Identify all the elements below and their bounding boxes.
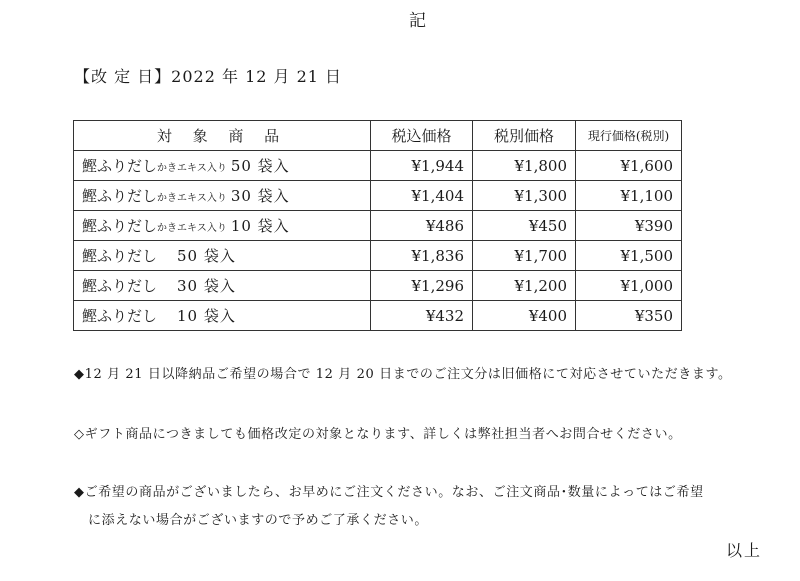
product-quantity: 10 袋入 [177, 307, 236, 325]
tax-excluded-price: ¥400 [473, 301, 576, 331]
document-heading: 記 [409, 11, 427, 31]
note-gift-products: ◇ギフト商品につきましても価格改定の対象となります、詳しくは弊社担当者へお問合せください。 [74, 427, 682, 442]
tax-excluded-price: ¥1,300 [473, 181, 576, 211]
product-cell [74, 211, 371, 241]
product-quantity: 50 袋入 [230, 157, 290, 175]
product-cell [74, 181, 371, 211]
tax-included-price: ¥1,404 [371, 181, 473, 211]
current-price: ¥1,600 [576, 151, 682, 181]
revision-date: 【改 定 日】2022 年 12 月 21 日 [74, 67, 343, 86]
note-old-price-deadline: ◆12 月 21 日以降納品ご希望の場合で 12 月 20 日までのご注文分は旧価格にて対応させていただきます。 [74, 367, 732, 382]
tax-included-price: ¥1,836 [371, 241, 473, 271]
product-quantity: 10 袋入 [230, 217, 290, 235]
price-table [73, 120, 682, 331]
table-row [74, 151, 682, 181]
tax-included-price: ¥1,944 [371, 151, 473, 181]
table-row [74, 271, 682, 301]
note-order-early: ◆ご希望の商品がございましたら、お早めにご注文ください。なお、ご注文商品･数量によってはご希望 [74, 485, 704, 500]
tax-included-price: ¥432 [371, 301, 473, 331]
header-tax-excluded: 税別価格 [473, 121, 576, 151]
current-price: ¥1,000 [576, 271, 682, 301]
header-tax-included: 税込価格 [371, 121, 473, 151]
product-name: 鰹ふりだし [82, 187, 158, 205]
product-cell [74, 271, 371, 301]
product-name: 鰹ふりだし [82, 307, 158, 325]
table-row [74, 211, 682, 241]
current-price: ¥390 [576, 211, 682, 241]
product-quantity: 50 袋入 [177, 247, 236, 265]
tax-included-price: ¥486 [371, 211, 473, 241]
product-cell [74, 301, 371, 331]
tax-excluded-price: ¥1,800 [473, 151, 576, 181]
product-note: かきエキス入り [157, 193, 227, 204]
table-row [74, 181, 682, 211]
product-note: かきエキス入り [157, 223, 227, 234]
header-current-price: 現行価格(税別) [576, 121, 682, 151]
product-quantity: 30 袋入 [177, 277, 236, 295]
current-price: ¥350 [576, 301, 682, 331]
current-price: ¥1,100 [576, 181, 682, 211]
product-name: 鰹ふりだし [82, 247, 158, 265]
table-row [74, 241, 682, 271]
product-name: 鰹ふりだし [82, 157, 158, 175]
product-name: 鰹ふりだし [82, 277, 158, 295]
product-cell [74, 241, 371, 271]
table-row [74, 301, 682, 331]
product-note: かきエキス入り [157, 163, 227, 174]
product-quantity: 30 袋入 [230, 187, 290, 205]
header-product: 対 象 商 品 [74, 121, 371, 151]
current-price: ¥1,500 [576, 241, 682, 271]
tax-included-price: ¥1,296 [371, 271, 473, 301]
tax-excluded-price: ¥1,200 [473, 271, 576, 301]
table-header-row [74, 121, 682, 151]
product-cell [74, 151, 371, 181]
product-name: 鰹ふりだし [82, 217, 158, 235]
note-order-early-continued: に添えない場合がございますので予めご了承ください。 [88, 513, 429, 528]
tax-excluded-price: ¥1,700 [473, 241, 576, 271]
tax-excluded-price: ¥450 [473, 211, 576, 241]
closing-mark: 以上 [725, 541, 762, 560]
